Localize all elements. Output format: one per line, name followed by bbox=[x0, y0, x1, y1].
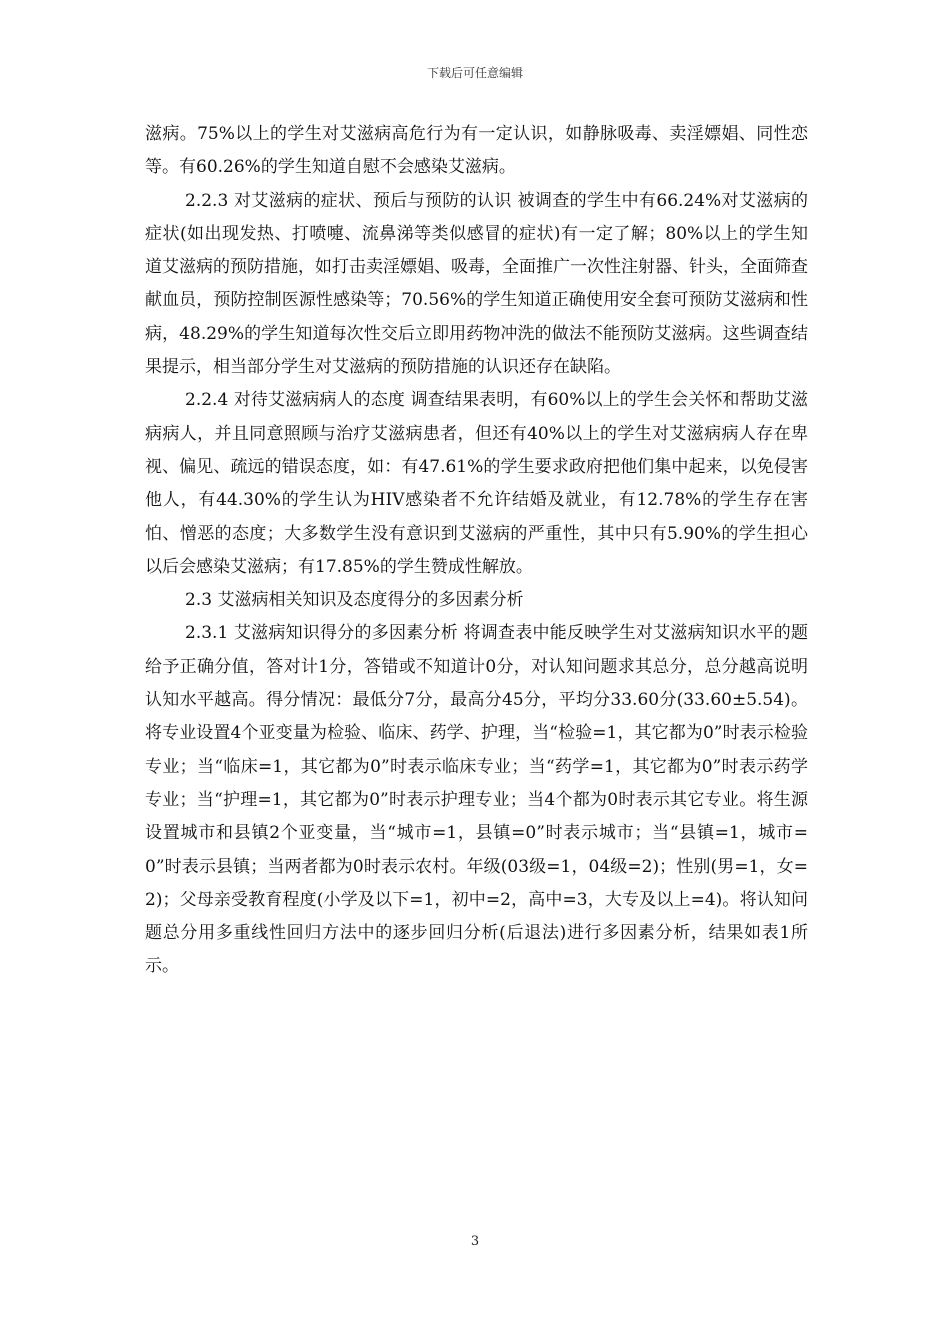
document-body bbox=[145, 118, 808, 984]
paragraph-2-2-4-attitude: 2.2.4 对待艾滋病病人的态度 调查结果表明，有60%以上的学生会关怀和帮助艾滋病病人，并且同意照顾与治疗艾滋病患者，但还有40%以上的学生对艾滋病病人存在卑视、偏见、疏远的错误态度，如：有47.61%的学生要求政府把他们集中起来，以免侵害他人，有44.30%的学生认为HIV感染者不允许结婚及就业，有12.78%的学生存在害怕、憎恶的态度；大多数学生没有意识到艾滋病的严重性，其中只有5.90%的学生担心以后会感染艾滋病；有17.85%的学生赞成性解放。 bbox=[145, 390, 808, 577]
paragraph-2-2-3-symptoms-prevention: 2.2.3 对艾滋病的症状、预后与预防的认识 被调查的学生中有66.24%对艾滋病的症状(如出现发热、打喷嚏、流鼻涕等类似感冒的症状)有一定了解；80%以上的学生知道艾滋病的预防措施，如打击卖淫嫖娼、吸毒，全面推广一次性注射器、针头，全面筛查献血员，预防控制医源性感染等；70.56%的学生知道正确使用安全套可预防艾滋病和性病，48.29%的学生知道每次性交后立即用药物冲洗的做法不能预防艾滋病。这些调查结果提示，相当部分学生对艾滋病的预防措施的认识还存在缺陷。 bbox=[145, 190, 808, 378]
paragraph-continued: 滋病。75%以上的学生对艾滋病高危行为有一定认识，如静脉吸毒、卖淫嫖娼、同性恋等。有60.26%的学生知道自慰不会感染艾滋病。 bbox=[145, 124, 808, 178]
paragraph-2-3-1-multifactor-analysis: 2.3.1 艾滋病知识得分的多因素分析 将调查表中能反映学生对艾滋病知识水平的题给予正确分值，答对计1分，答错或不知道计0分，对认知问题求其总分，总分越高说明认知水平越高。得分情况：最低分7分，最高分45分，平均分33.60分(33.60±5.54)。将专业设置4个亚变量为检验、临床、药学、护理，当“检验=1，其它都为0”时表示检验专业；当“临床=1，其它都为0”时表示临床专业；当“药学=1，其它都为0”时表示药学专业；当“护理=1，其它都为0”时表示护理专业；当4个都为0时表示其它专业。将生源设置城市和县镇2个亚变量，当“城市=1，县镇=0”时表示城市；当“县镇=1，城市=0”时表示县镇；当两者都为0时表示农村。年级(03级=1，04级=2)；性别(男=1，女=2)；父母亲受教育程度(小学及以下=1，初中=2，高中=3，大专及以上=4)。将认知问题总分用多重线性回归方法中的逐步回归分析(后退法)进行多因素分析，结果如表1所示。 bbox=[145, 623, 808, 977]
page-number: 3 bbox=[470, 1234, 480, 1249]
page-header: 下载后可任意编辑 bbox=[426, 66, 523, 80]
section-heading-2-3: 2.3 艾滋病相关知识及态度得分的多因素分析 bbox=[185, 590, 524, 611]
